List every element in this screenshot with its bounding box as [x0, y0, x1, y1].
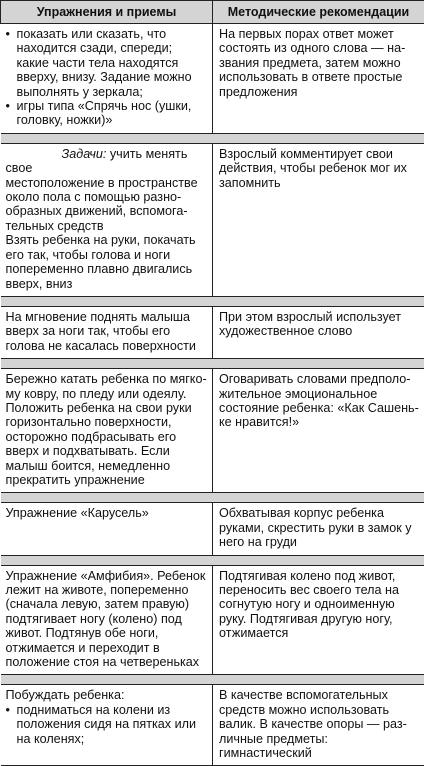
exercise-cell: На мгновение поднять малыша вверх за ноги так, чтобы его голова не касалась поверхности: [1, 306, 213, 358]
table-row: [1, 685, 424, 766]
recommendation-cell: Подтягивая колено под живот, переносить вес своего тела на согнутую ногу и одноименную руку. Подтягивая другую ногу, отжимается: [213, 565, 424, 675]
table-row: [1, 306, 424, 358]
recommendation-cell: В качестве вспомогательных средств можно использовать валик. В качестве опоры — раз- личные предметы: гимнастический: [213, 685, 424, 766]
header-exercises: Упражнения и приемы: [1, 1, 213, 24]
bullet-text: игры типа «Спрячь нос (ушки, головку, ножки)»: [17, 99, 208, 128]
bullet-text: подниматься на колени из положения сидя на пятках или на коленях;: [17, 703, 208, 746]
exercise-cell: Упражнение «Амфибия». Ребенок лежит на животе, попеременно (сначала левую, затем правую) подтягивает ногу (колено) под живот. Подтянув обе ноги, отжимается и переходит в положение стоя на четвереньках: [1, 565, 213, 675]
table-row: [1, 24, 424, 134]
exercise-cell: [1, 24, 213, 134]
exercise-cell: [1, 143, 213, 296]
task-text: учить менять свое местоположение в пространстве около пола с помощью разно- образных движений, вспомога- тельных средств: [6, 147, 198, 233]
exercise-intro: Побуждать ребенка:: [6, 688, 208, 702]
task-paragraph: [6, 147, 208, 233]
bullet-icon: •: [6, 99, 17, 128]
exercise-cell: Бережно катать ребенка по мягко- му ковру, по пледу или одеялу. Положить ребенка на свои руки горизонтально поверхности, осторожно подбрасывать его вверх и подхватывать. Если малыш боится, немедленно прекратить упражнение: [1, 369, 213, 493]
table-row: [1, 143, 424, 296]
bullet-icon: •: [6, 27, 17, 99]
recommendation-cell: Оговаривать словами предполо- жительное эмоциональное состояние ребенка: «Как Сашень- ке нравится!»: [213, 369, 424, 493]
bullet-icon: •: [6, 703, 17, 746]
recommendation-cell: Обхватывая корпус ребенка руками, скрестить руки в замок у него на груди: [213, 503, 424, 555]
task-label: Задачи:: [62, 147, 107, 161]
exercise-text: Взять ребенка на руки, покачать его так, чтобы голова и ноги попеременно плавно двигались вверх, вниз: [6, 233, 208, 291]
recommendation-cell: При этом взрослый использует художественное слово: [213, 306, 424, 358]
table-row: [1, 503, 424, 555]
exercise-cell: Упражнение «Карусель»: [1, 503, 213, 555]
header-recommendations: Методические рекомендации: [213, 1, 424, 24]
bullet-item: [6, 703, 208, 746]
table-header-row: [1, 1, 424, 24]
table-row: [1, 565, 424, 675]
bullet-item: [6, 99, 208, 128]
recommendation-cell: Взрослый комментирует свои действия, чтобы ребенок мог их запомнить: [213, 143, 424, 296]
exercise-cell: [1, 685, 213, 766]
table-row: [1, 369, 424, 493]
bullet-item: [6, 27, 208, 99]
bullet-text: показать или сказать, что находится сзади, спереди; какие части тела находятся вверху, внизу. Задание можно выполнять у зеркала;: [17, 27, 208, 99]
recommendation-cell: На первых порах ответ может состоять из одного слова — на- звания предмета, затем можно использовать в ответе простые предложения: [213, 24, 424, 134]
